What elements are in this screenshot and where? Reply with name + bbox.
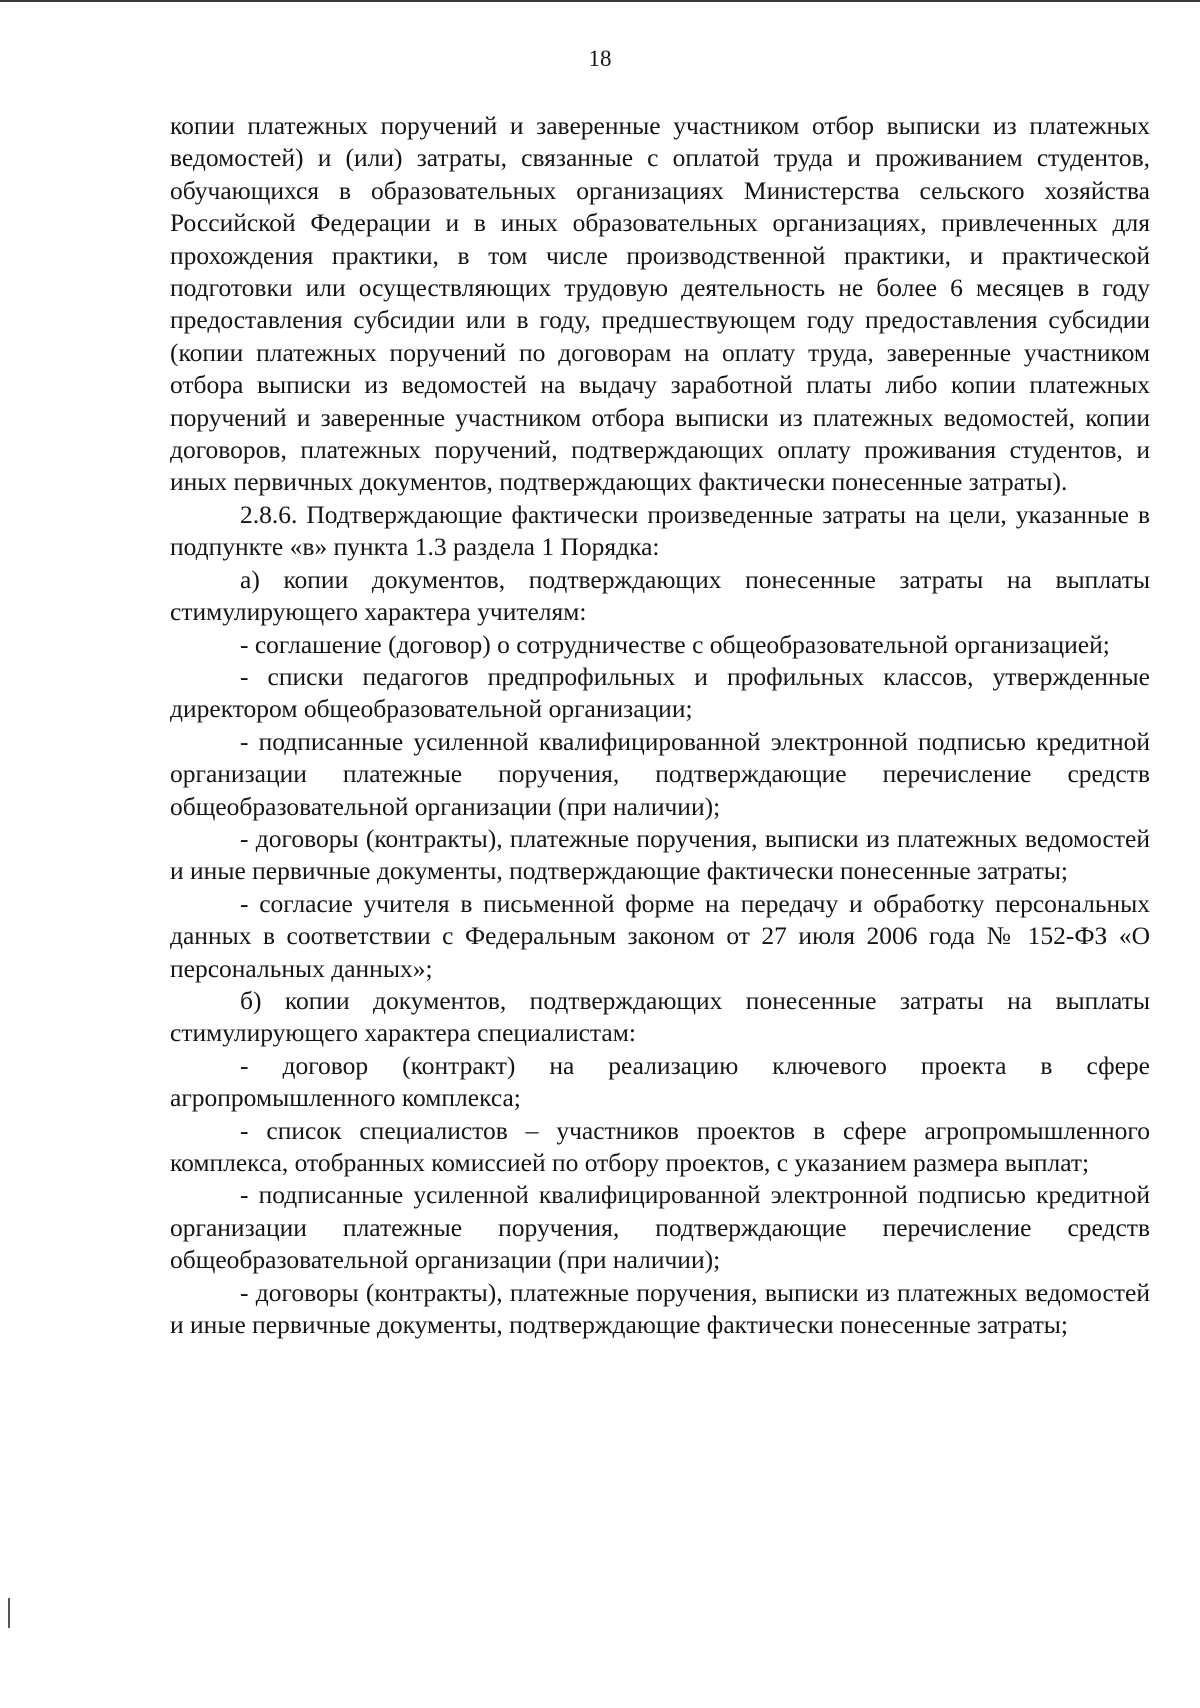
paragraph-bullet: - договор (контракт) на реализацию ключевого проекта в сфере агропромышленного комплекса; (170, 1050, 1150, 1113)
paragraph-bullet: - согласие учителя в письменной форме на передачу и обработку персональных данных в соответствии с Федеральным законом от 27 июля 2006 года № 152-ФЗ «О персональных данных»; (170, 888, 1150, 983)
paragraph-bullet: - подписанные усиленной квалифицированной электронной подписью кредитной организации платежные поручения, подтверждающие перечисление средств общеобразовательной организации (при наличии); (170, 726, 1150, 821)
paragraph-bullet: - списки педагогов предпрофильных и профильных классов, утвержденные директором общеобразовательной организации; (170, 661, 1150, 724)
paragraph-continuation: копии платежных поручений и заверенные участником отбор выписки из платежных ведомостей) и (или) затраты, связанные с оплатой труда и проживанием студентов, обучающихся в образовательных организациях Министерства сельского хозяйства Российской Федерации и в иных образовательных организациях, привлеченных для прохождения практики, в том числе производственной практики, и практической подготовки или осуществляющих трудовую деятельность не более 6 месяцев в году предоставления субсидии или в году, предшествующем году предоставления субсидии (копии платежных поручений по договорам на оплату труда, заверенные участником отбора выписки из ведомостей на выдачу заработной платы либо копии платежных поручений и заверенные участником отбора выписки из платежных ведомостей, копии договоров, платежных поручений, подтверждающих оплату проживания студентов, и иных первичных документов, подтверждающих фактически понесенные затраты). (170, 111, 1150, 497)
document-body (170, 110, 1150, 1341)
paragraph-bullet: - соглашение (договор) о сотрудничестве с общеобразовательной организацией; (240, 629, 1110, 659)
page-number: 18 (588, 46, 612, 71)
scan-artifact-mark (8, 1598, 10, 1628)
paragraph-clause-2-8-6: 2.8.6. Подтверждающие фактически произведенные затраты на цели, указанные в подпункте «в» пункта 1.3 раздела 1 Порядка: (170, 499, 1150, 562)
paragraph-bullet: - подписанные усиленной квалифицированной электронной подписью кредитной организации платежные поручения, подтверждающие перечисление средств общеобразовательной организации (при наличии); (170, 1180, 1150, 1275)
scan-top-border (0, 0, 1200, 2)
paragraph-bullet: - список специалистов – участников проектов в сфере агропромышленного комплекса, отобранных комиссией по отбору проектов, с указанием размера выплат; (170, 1115, 1150, 1177)
paragraph-item-b: б) копии документов, подтверждающих понесенные затраты на выплаты стимулирующего характера специалистам: (170, 985, 1150, 1048)
paragraph-item-a: а) копии документов, подтверждающих понесенные затраты на выплаты стимулирующего характера учителям: (170, 564, 1150, 627)
paragraph-bullet: - договоры (контракты), платежные поручения, выписки из платежных ведомостей и иные первичные документы, подтверждающие фактически понесенные затраты; (170, 1277, 1150, 1340)
paragraph-bullet: - договоры (контракты), платежные поручения, выписки из платежных ведомостей и иные первичные документы, подтверждающие фактически понесенные затраты; (170, 823, 1150, 886)
